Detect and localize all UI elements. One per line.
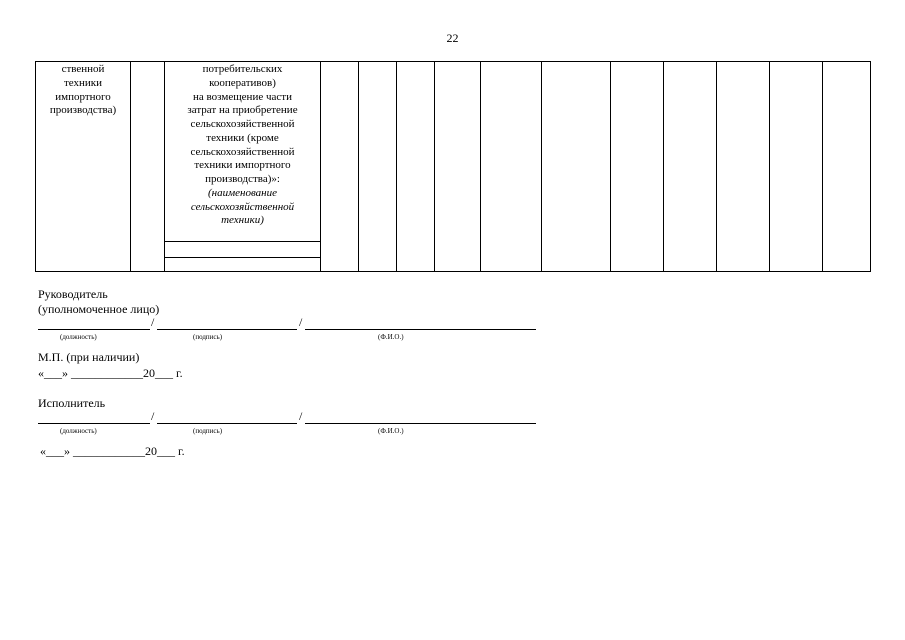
cell-text-line-italic: техники) [221, 214, 264, 227]
signature-caption: (подпись) [193, 427, 223, 435]
cell-text-line: потребительских [202, 63, 283, 75]
name-line [305, 423, 536, 424]
position-caption: (должность) [60, 333, 97, 341]
table-subcell-empty [165, 258, 320, 270]
separator-slash: / [299, 315, 303, 329]
table-cell [481, 62, 542, 272]
table-cell [321, 62, 359, 272]
executor-label: Исполнитель [38, 396, 106, 410]
cell-text-line: техники [63, 76, 103, 89]
signature-caption: (подпись) [193, 333, 223, 341]
cell-text-line: сельскохозяйственной [190, 145, 295, 158]
cell-text-line-italic: (наименование [207, 186, 278, 199]
name-caption: (Ф.И.О.) [378, 333, 404, 341]
cell-text-line: производства)»: [205, 173, 280, 185]
table-cell [359, 62, 397, 272]
table-cell [131, 62, 165, 272]
date-line: «___» ____________20___ г. [38, 366, 183, 380]
signature-line [157, 423, 297, 424]
separator-slash: / [299, 409, 303, 423]
table-cell [542, 62, 611, 272]
separator-slash: / [151, 315, 155, 329]
table-cell [823, 62, 871, 272]
date-line: «___» ____________20___ г. [40, 444, 185, 458]
table-subcell-empty [165, 242, 320, 258]
cell-text-line: техники (кроме [206, 131, 279, 144]
position-caption: (должность) [60, 427, 97, 435]
position-line [38, 423, 150, 424]
position-line [38, 329, 150, 330]
page-number: 22 [446, 31, 459, 45]
cell-text-line: сельскохозяйственной [190, 118, 295, 130]
cell-text-line: на возмещение части [193, 90, 292, 103]
table-cell-subsidy-purpose [165, 62, 321, 272]
cell-text-line: импортного [55, 90, 111, 103]
cell-text-line-italic: сельскохозяйственной [190, 200, 295, 213]
table-cell [611, 62, 664, 272]
form-table [35, 61, 871, 272]
cell-text-line: техники импортного [194, 159, 291, 172]
signature-line [157, 329, 297, 330]
name-caption: (Ф.И.О.) [378, 427, 404, 435]
table-cell [717, 62, 770, 272]
table-cell-equipment-type [36, 62, 131, 272]
separator-slash: / [151, 409, 155, 423]
table-cell [664, 62, 717, 272]
table-cell [397, 62, 435, 272]
head-label: Руководитель [38, 287, 108, 301]
cell-text-line: ственной [61, 63, 105, 75]
name-line [305, 329, 536, 330]
table-cell [770, 62, 823, 272]
table-cell [435, 62, 481, 272]
cell-text-line: кооперативов) [209, 76, 276, 89]
head-sublabel: (уполномоченное лицо) [38, 302, 160, 316]
cell-text-line: затрат на приобретение [187, 104, 298, 117]
stamp-label: М.П. (при наличии) [38, 350, 140, 364]
cell-text-line: производства) [49, 104, 117, 117]
